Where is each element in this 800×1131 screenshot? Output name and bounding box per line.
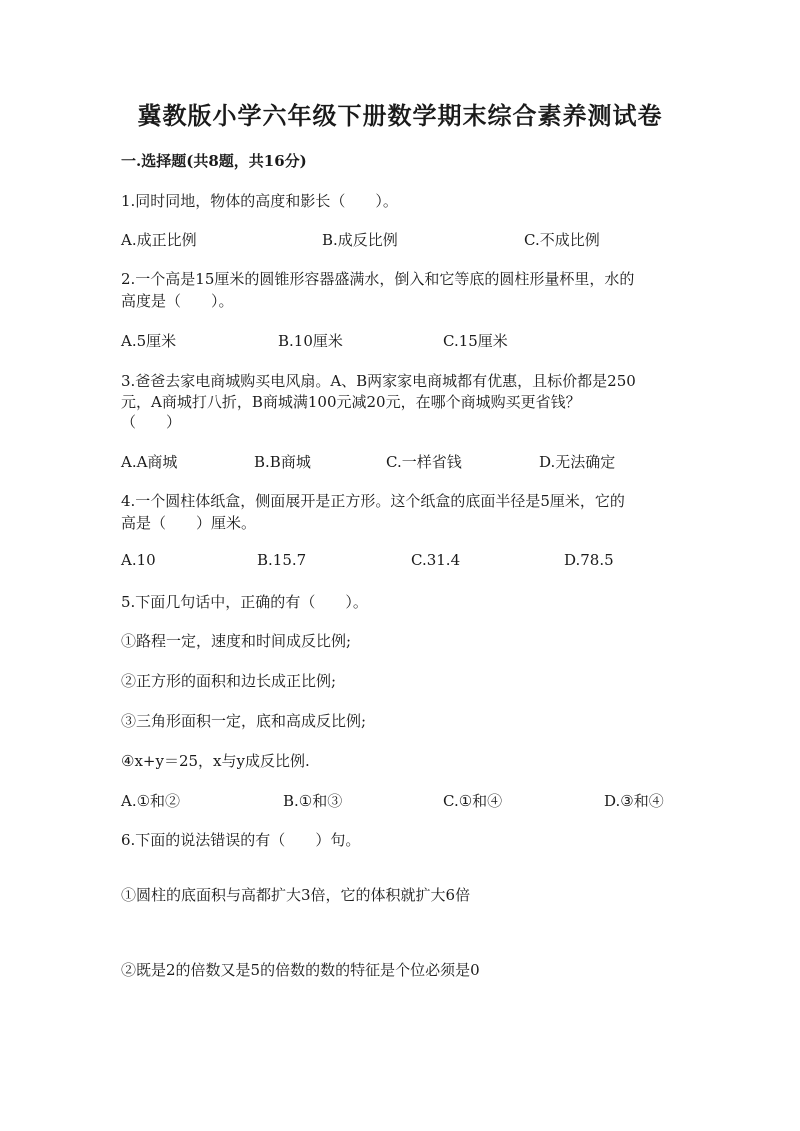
q4-option-d: D.78.5 bbox=[564, 551, 614, 569]
q5-statement-1: ①路程一定，速度和时间成反比例; bbox=[121, 632, 352, 650]
q5-option-d: D.③和④ bbox=[604, 792, 664, 810]
q5-statement-4: ④x+y＝25，x与y成反比例. bbox=[121, 752, 310, 770]
q5-option-c: C.①和④ bbox=[443, 792, 503, 810]
question-4-line-2: 高是（ ）厘米。 bbox=[121, 514, 257, 532]
question-3-line-2: 元，A商城打八折，B商城满100元减20元，在哪个商城购买更省钱？ bbox=[121, 393, 581, 411]
question-5-text: 5.下面几句话中，正确的有（ ）。 bbox=[121, 593, 368, 611]
question-3-line-1: 3.爸爸去家电商城购买电风扇。A、B两家家电商城都有优惠，且标价都是250 bbox=[121, 372, 636, 390]
q3-option-b: B.B商城 bbox=[254, 453, 311, 471]
q5-option-b: B.①和③ bbox=[283, 792, 343, 810]
q1-option-b: B.成反比例 bbox=[322, 231, 398, 249]
question-2-line-1: 2.一个高是15厘米的圆锥形容器盛满水，倒入和它等底的圆柱形量杯里，水的 bbox=[121, 270, 635, 288]
q2-option-c: C.15厘米 bbox=[443, 332, 508, 350]
q4-option-c: C.31.4 bbox=[411, 551, 461, 569]
section-heading: 一.选择题(共8题，共16分) bbox=[121, 152, 307, 170]
question-3-line-3: （ ） bbox=[121, 413, 182, 431]
q3-option-c: C.一样省钱 bbox=[386, 453, 462, 471]
q1-option-a: A.成正比例 bbox=[121, 231, 197, 249]
q5-option-a: A.①和② bbox=[121, 792, 181, 810]
q4-option-a: A.10 bbox=[121, 551, 156, 569]
q6-statement-1: ①圆柱的底面积与高都扩大3倍，它的体积就扩大6倍 bbox=[121, 886, 471, 904]
question-1-text: 1.同时同地，物体的高度和影长（ ）。 bbox=[121, 192, 398, 210]
question-4-line-1: 4.一个圆柱体纸盒，侧面展开是正方形。这个纸盒的底面半径是5厘米，它的 bbox=[121, 492, 625, 510]
q1-option-c: C.不成比例 bbox=[524, 231, 600, 249]
q5-statement-2: ②正方形的面积和边长成正比例; bbox=[121, 672, 337, 690]
q5-statement-3: ③三角形面积一定，底和高成反比例; bbox=[121, 712, 367, 730]
q3-option-d: D.无法确定 bbox=[539, 453, 616, 471]
q6-statement-2: ②既是2的倍数又是5的倍数的数的特征是个位必须是0 bbox=[121, 961, 480, 979]
page-title: 冀教版小学六年级下册数学期末综合素养测试卷 bbox=[137, 101, 663, 130]
q4-option-b: B.15.7 bbox=[257, 551, 307, 569]
q3-option-a: A.A商城 bbox=[121, 453, 178, 471]
question-2-line-2: 高度是（ ）。 bbox=[121, 292, 234, 310]
q2-option-b: B.10厘米 bbox=[278, 332, 343, 350]
question-6-text: 6.下面的说法错误的有（ ）句。 bbox=[121, 831, 361, 849]
q2-option-a: A.5厘米 bbox=[121, 332, 177, 350]
